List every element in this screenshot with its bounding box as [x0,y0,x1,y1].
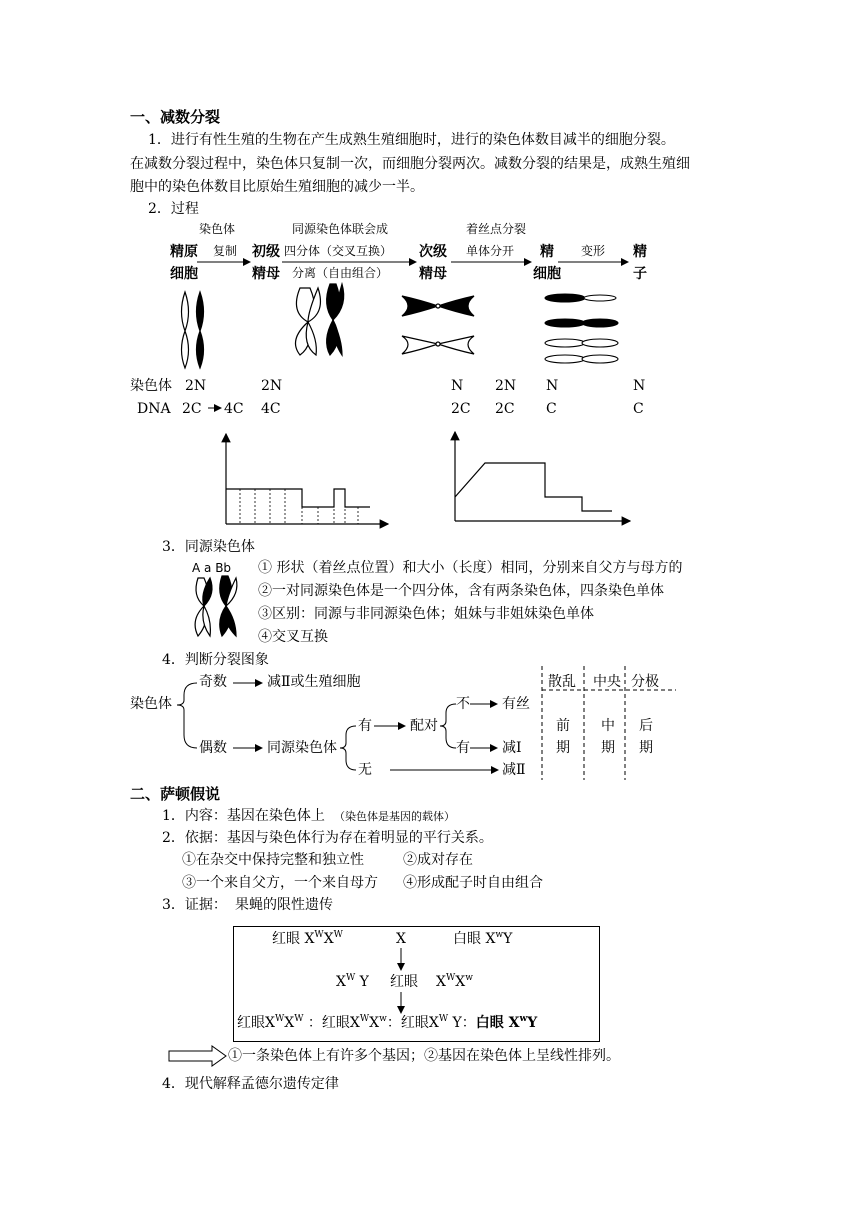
tree-node: 有 [456,740,470,756]
stage-label: 初级 [252,244,280,260]
dna-count: 2C [451,401,471,417]
stage-label: 细胞 [533,266,561,282]
tree-node: 减Ⅱ [502,762,526,778]
process-label: 2．过程 [148,201,199,217]
conclusion: ①一条染色体上有许多个基因；②基因在染色体上呈线性排列。 [228,1048,620,1064]
tree-node: 有 [358,718,372,734]
phase-header: 分极 [631,674,659,690]
paragraph-line: 胞中的染色体数目比原始生殖细胞的减少一半。 [130,179,424,195]
chromosome-icon [182,292,204,368]
stage-label: 精母 [252,266,280,282]
cross-symbol: X [396,931,406,947]
section-heading-meiosis: 一、减数分裂 [130,108,221,126]
content-line: 果蝇的限性遗传 [235,897,333,913]
phase-cell: 期 [639,740,653,756]
chrom-count: 2N [495,378,517,394]
tree-node: 有丝 [502,696,530,712]
conclusion-arrow-icon [169,1046,226,1066]
phase-cell: 期 [601,740,615,756]
tree-node: 不 [456,696,470,712]
f2-genotypes: 红眼$X^WX^W$ ：红眼$X^WX^w$：红眼$X^W$ Y：白眼 $X^wY$ [237,1014,538,1031]
content-line: 3．证据： [162,897,227,913]
content-note: （染色体是基因的载体） [334,810,455,823]
tree-node: 减Ⅱ或生殖细胞 [267,674,361,690]
paragraph-line: 1．进行有性生殖的生物在产生成熟生殖细胞时，进行的染色体数目减半的细胞分裂。 [148,132,675,148]
dna-count: 2C [495,401,515,417]
flow-top-label: 着丝点分裂 [466,222,527,236]
judge-label: 4．判断分裂图象 [162,652,269,668]
tree-node: 减Ⅰ [502,740,522,756]
f1-male: $X^W$ Y [336,973,369,990]
dna-count: C [633,401,644,417]
dna-count: 2C [182,401,202,417]
dna-count: C [546,401,557,417]
homologous-pair-icon [195,576,237,636]
paragraph-line: 在减数分裂过程中，染色体只复制一次，而细胞分裂两次。减数分裂的结果是，成熟生殖细 [130,156,690,172]
chrom-count: N [451,378,464,394]
stage-label: 次级 [419,244,447,260]
chrom-count: 2N [261,378,283,394]
chrom-count: 2N [185,378,207,394]
parent-male: 白眼 $X^wY$ [453,930,513,947]
stage-label: 精 [540,244,554,260]
stage-label: 精 [633,244,647,260]
chromosome-number-graph [226,434,388,524]
tree-node: 无 [358,762,372,778]
tree-node: 配对 [410,718,438,734]
dna-content-graph [455,432,630,521]
tree-root: 染色体 [130,696,172,712]
stage-label: 细胞 [170,266,198,282]
content-line: ④形成配子时自由组合 [403,875,543,891]
f1-label: 红眼 [390,974,418,990]
stage-label: 子 [633,266,647,282]
content-line: ③一个来自父方，一个来自母方 [182,875,378,891]
content-line: 2．依据：基因与染色体行为存在着明显的平行关系。 [162,830,493,846]
phase-header: 散乱 [548,674,576,690]
arrow-label: 复制 [213,244,238,258]
stage-label: 精母 [419,266,447,282]
judge-tree [177,666,676,780]
dna-count: 4C [224,401,244,417]
content-line: ①在杂交中保持完整和独立性 [182,852,364,868]
arrow-label: 变形 [581,244,606,258]
tree-node: 奇数 [199,674,227,690]
tree-node: 偶数 [199,740,227,756]
chrom-count: N [546,378,559,394]
arrow-label: 分离（自由组合） [292,266,389,280]
section-heading-sutton: 二、萨顿假说 [130,785,221,803]
parent-female: 红眼 $X^WX^W$ [272,930,343,947]
homolog-point: ②一对同源染色体是一个四分体，含有两条染色体，四条染色单体 [258,583,664,599]
flow-arrows [197,262,628,408]
phase-cell: 期 [556,740,570,756]
f1-female: $X^WX^w$ [436,973,473,990]
chrom-count: N [633,378,646,394]
arrow-label: 单体分开 [466,244,515,258]
row-label: 染色体 [130,378,172,394]
homolog-point: ③区别：同源与非同源染色体；姐妹与非姐妹染色单体 [258,606,594,622]
phase-cell: 前 [556,718,570,734]
tree-node: 同源染色体 [267,740,337,756]
dna-count: 4C [261,401,281,417]
homolog-label: 3．同源染色体 [162,539,255,555]
gene-labels: A a Bb [192,561,232,575]
flow-top-label: 同源染色体联会成 [292,222,389,236]
content-line: 1．内容：基因在染色体上 [162,808,325,824]
content-line: 4．现代解释孟德尔遗传定律 [162,1076,339,1092]
phase-cell: 后 [639,718,653,734]
arrow-label: 四分体（交叉互换） [284,244,393,258]
secondary-chromosome-icon [402,296,474,354]
spermatid-chromosome-icon [545,294,618,363]
phase-header: 中央 [593,674,621,690]
stage-label: 精原 [170,244,198,260]
row-label: DNA [137,401,171,417]
phase-cell: 中 [601,718,615,734]
tetrad-icon [296,284,344,355]
flow-top-label: 染色体 [199,222,236,236]
content-line: ②成对存在 [403,852,473,868]
homolog-point: ④交叉互换 [258,629,328,645]
homolog-point: ① 形状（着丝点位置）和大小（长度）相同，分别来自父方与母方的 [258,560,683,576]
